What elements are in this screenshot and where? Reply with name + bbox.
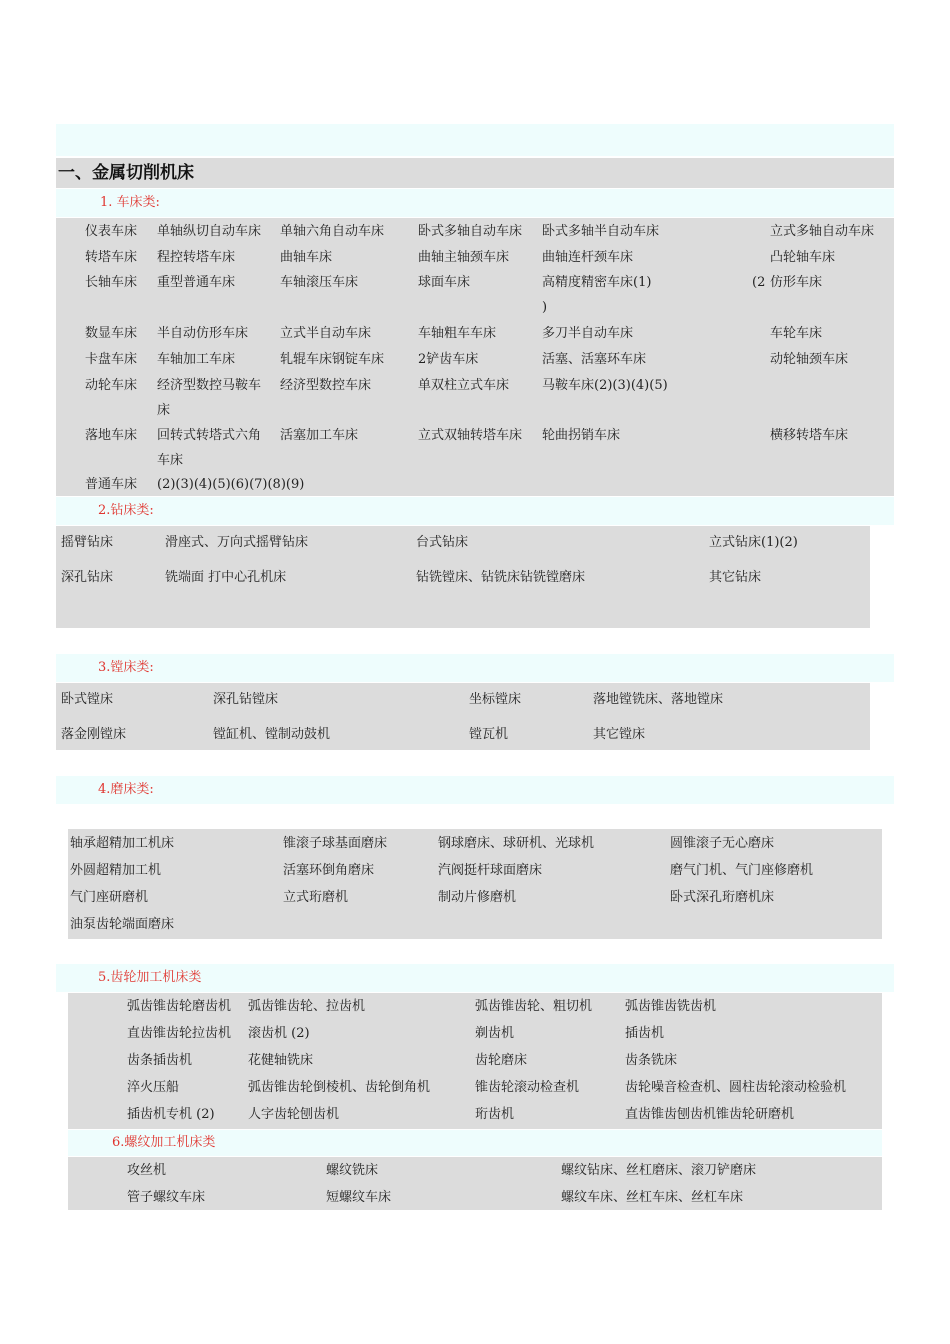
grind-cell: 汽阀挺杆球面磨床 [438, 863, 543, 878]
lathe-cell: 卧式多轴自动车床 [418, 224, 523, 239]
gear-cell: 齿轮磨床 [475, 1053, 528, 1068]
thread-table [68, 1157, 882, 1210]
lathe-cell: 车轴滚压车床 [280, 275, 359, 290]
lathe-cell: 立式多轴自动车床 [770, 224, 875, 239]
thread-cell: 螺纹铣床 [326, 1163, 379, 1178]
gear-cell: 弧齿锥齿轮倒棱机、齿轮倒角机 [248, 1080, 431, 1095]
gear-table [68, 993, 882, 1129]
boring-section-title: 3.镗床类: [56, 654, 894, 682]
lathe-cell: 卧式多轴半自动车床 [542, 224, 660, 239]
grind-cell: 制动片修磨机 [438, 890, 517, 905]
gear-cell: 插齿机专机 (2) [127, 1107, 215, 1122]
lathe-cell: (2)(3)(4)(5)(6)(7)(8)(9) [157, 477, 305, 492]
thread-cell: 管子螺纹车床 [127, 1190, 206, 1205]
lathe-cell: 动轮轴颈车床 [770, 352, 849, 367]
grind-cell: 磨气门机、气门座修磨机 [670, 863, 814, 878]
lathe-cell: 活塞加工车床 [280, 428, 359, 443]
grind-cell: 气门座研磨机 [70, 890, 149, 905]
gear-cell: 齿条铣床 [625, 1053, 678, 1068]
lathe-cell: 半自动仿形车床 [157, 326, 249, 341]
lathe-cell: 经济型数控车床 [280, 378, 372, 393]
drill-cell: 钻铣镗床、钻铣床钻铣镗磨床 [416, 570, 586, 585]
boring-cell: 其它镗床 [593, 727, 646, 742]
boring-cell: 坐标镗床 [469, 692, 522, 707]
lathe-cell: 经济型数控马鞍车 床 [157, 378, 262, 418]
drill-cell: 摇臂钻床 [61, 535, 114, 550]
thread-cell: 螺纹车床、丝杠车床、丝杠车床 [561, 1190, 744, 1205]
lathe-cell: 单轴纵切自动车床 [157, 224, 262, 239]
lathe-cell: 长轴车床 [85, 275, 138, 290]
grind-cell: 钢球磨床、球研机、光球机 [438, 836, 595, 851]
lathe-cell: 单轴六角自动车床 [280, 224, 385, 239]
top-band [56, 124, 894, 156]
grind-cell: 锥滚子球基面磨床 [283, 836, 388, 851]
lathe-cell: 重型普通车床 [157, 275, 236, 290]
grind-table [68, 829, 882, 939]
lathe-cell: 普通车床 [85, 477, 138, 492]
drill-cell: 其它钻床 [709, 570, 762, 585]
boring-cell: 镗瓦机 [469, 727, 509, 742]
thread-cell: 短螺纹车床 [326, 1190, 392, 1205]
lathe-section-title: 1. 车床类: [56, 189, 894, 217]
grind-cell: 轴承超精加工机床 [70, 836, 175, 851]
drill-cell: 铣端面 打中心孔机床 [165, 570, 287, 585]
gear-cell: 弧齿锥齿轮、拉齿机 [248, 999, 366, 1014]
lathe-cell: 高精度精密车床(1) ) [542, 275, 652, 315]
lathe-table [56, 218, 894, 496]
gear-cell: 花健轴铣床 [248, 1053, 314, 1068]
lathe-cell: 轮曲拐销车床 [542, 428, 621, 443]
gear-cell: 插齿机 [625, 1026, 665, 1041]
lathe-cell: 转塔车床 [85, 250, 138, 265]
lathe-cell: 曲轴连杆颈车床 [542, 250, 634, 265]
gear-cell: 弧齿锥齿轮、粗切机 [475, 999, 593, 1014]
gear-cell: 锥齿轮滚动检查机 [475, 1080, 580, 1095]
lathe-cell: 落地车床 [85, 428, 138, 443]
grind-cell: 活塞环倒角磨床 [283, 863, 375, 878]
gear-cell: 齿条插齿机 [127, 1053, 193, 1068]
boring-cell: 深孔钻镗床 [213, 692, 279, 707]
drill-cell: 立式钻床(1)(2) [709, 535, 798, 550]
lathe-cell: 车轴粗车车床 [418, 326, 497, 341]
lathe-cell: 立式双轴转塔车床 [418, 428, 523, 443]
boring-cell: 落金刚镗床 [61, 727, 127, 742]
lathe-cell: 卡盘车床 [85, 352, 138, 367]
lathe-cell: 立式半自动车床 [280, 326, 372, 341]
drill-cell: 台式钻床 [416, 535, 469, 550]
gear-cell: 直齿锥齿刨齿机锥齿轮研磨机 [625, 1107, 795, 1122]
lathe-cell: 回转式转塔式六角 车床 [157, 428, 262, 468]
thread-cell: 螺纹钻床、丝杠磨床、滚刀铲磨床 [561, 1163, 757, 1178]
grind-cell: 油泵齿轮端面磨床 [70, 917, 175, 932]
gear-cell: 齿轮噪音检查机、圆柱齿轮滚动检验机 [625, 1080, 847, 1095]
thread-section-title: 6.螺纹加工机床类 [68, 1130, 882, 1156]
gear-cell: 直齿锥齿轮拉齿机 [127, 1026, 232, 1041]
lathe-cell: 数显车床 [85, 326, 138, 341]
grind-cell: 外圆超精加工机 [70, 863, 162, 878]
lathe-cell: 单双柱立式车床 [418, 378, 510, 393]
gear-cell: 滚齿机 (2) [248, 1026, 310, 1041]
gear-cell: 人字齿轮刨齿机 [248, 1107, 340, 1122]
lathe-cell: 程控转塔车床 [157, 250, 236, 265]
grind-cell: 立式珩磨机 [283, 890, 349, 905]
lathe-cell: 马鞍车床(2)(3)(4)(5) [542, 378, 668, 393]
lathe-cell: (2 [752, 275, 766, 290]
lathe-cell: 球面车床 [418, 275, 471, 290]
lathe-cell: 仪表车床 [85, 224, 138, 239]
lathe-cell: 多刀半自动车床 [542, 326, 634, 341]
gear-cell: 淬火压船 [127, 1080, 180, 1095]
gear-cell: 珩齿机 [475, 1107, 515, 1122]
boring-table [56, 683, 870, 750]
lathe-cell: 轧辊车床钢锭车床 [280, 352, 385, 367]
drill-cell: 滑座式、万向式摇臂钻床 [165, 535, 309, 550]
grind-cell: 卧式深孔珩磨机床 [670, 890, 775, 905]
lathe-cell: 仿形车床 [770, 275, 823, 290]
lathe-cell: 动轮车床 [85, 378, 138, 393]
page-title: 一、金属切削机床 [56, 158, 894, 188]
grind-cell: 圆锥滚子无心磨床 [670, 836, 775, 851]
lathe-cell: 活塞、活塞环车床 [542, 352, 647, 367]
boring-cell: 镗缸机、镗制动鼓机 [213, 727, 331, 742]
gear-cell: 弧齿锥齿轮磨齿机 [127, 999, 232, 1014]
lathe-cell: 车轴加工车床 [157, 352, 236, 367]
drill-cell: 深孔钻床 [61, 570, 114, 585]
drill-table [56, 526, 870, 628]
gear-cell: 剃齿机 [475, 1026, 515, 1041]
lathe-cell: 凸轮轴车床 [770, 250, 836, 265]
drill-section-title: 2.钻床类: [56, 497, 894, 525]
grind-section-title: 4.磨床类: [56, 776, 894, 804]
boring-cell: 卧式镗床 [61, 692, 114, 707]
lathe-cell: 车轮车床 [770, 326, 823, 341]
lathe-cell: 曲轴主轴颈车床 [418, 250, 510, 265]
lathe-cell: 横移转塔车床 [770, 428, 849, 443]
gear-cell: 弧齿锥齿铣齿机 [625, 999, 717, 1014]
gear-section-title: 5.齿轮加工机床类 [56, 964, 894, 992]
thread-cell: 攻丝机 [127, 1163, 167, 1178]
boring-cell: 落地镗铣床、落地镗床 [593, 692, 724, 707]
lathe-cell: 曲轴车床 [280, 250, 333, 265]
lathe-cell: 2铲齿车床 [418, 352, 479, 367]
